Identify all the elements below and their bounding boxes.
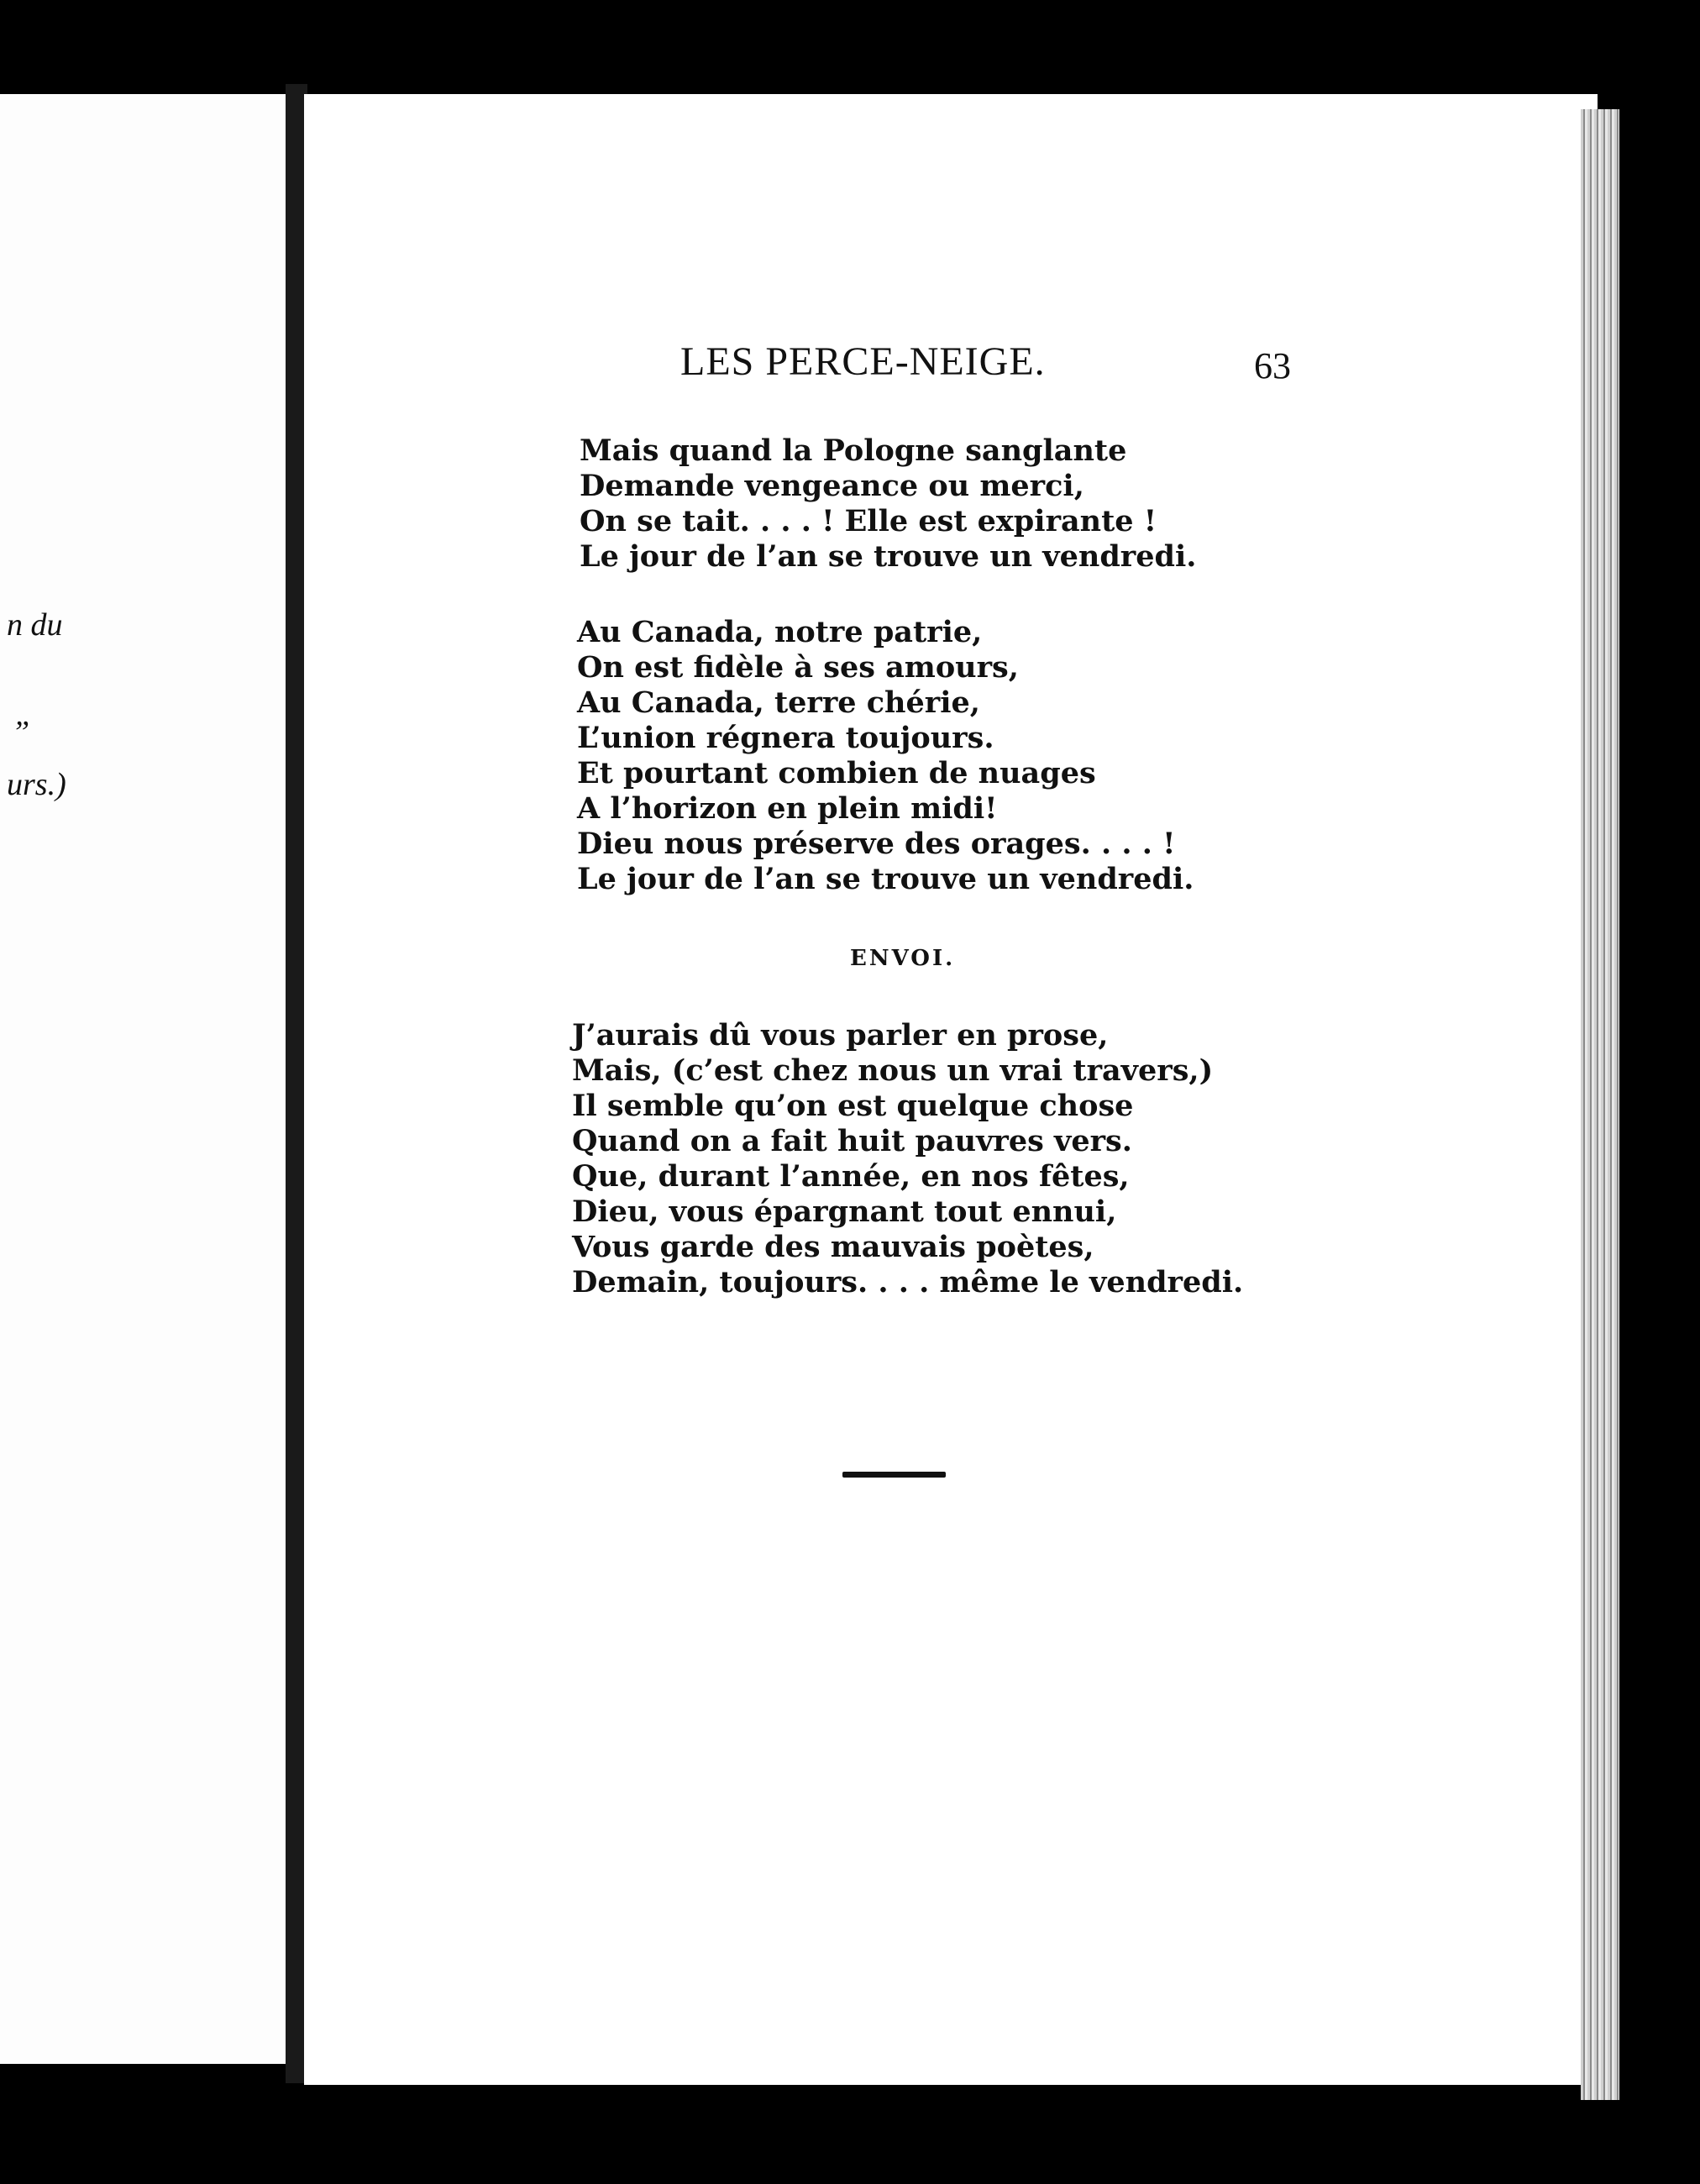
closing-rule xyxy=(842,1472,946,1478)
verse-line: Mais, (c’est chez nous un vrai travers,) xyxy=(572,1053,1214,1088)
verse-line: Dieu, vous épargnant tout ennui, xyxy=(572,1194,1117,1229)
page-edge-stack xyxy=(1581,109,1619,2100)
left-page-fragment: n du xyxy=(7,607,63,643)
envoi-heading: ENVOI. xyxy=(850,946,956,971)
verse-line: Le jour de l’an se trouve un vendredi. xyxy=(580,539,1197,574)
verse-line: On se tait. . . . ! Elle est expirante ! xyxy=(580,504,1157,538)
verse-line: Mais quand la Pologne sanglante xyxy=(580,433,1127,468)
stanza-1 xyxy=(580,433,1196,575)
verse-line: Et pourtant combien de nuages xyxy=(577,756,1096,790)
left-page-fragment: urs.) xyxy=(7,767,66,802)
verse-line: Au Canada, terre chérie, xyxy=(577,685,980,720)
left-page-fragment: ” xyxy=(12,715,30,750)
verse-line: Que, durant l’année, en nos fêtes, xyxy=(572,1159,1130,1194)
verse-line: Demain, toujours. . . . même le vendredi. xyxy=(572,1265,1244,1299)
verse-line: Quand on a fait huit pauvres vers. xyxy=(572,1124,1132,1158)
verse-line: Au Canada, notre patrie, xyxy=(577,615,983,649)
verse-line: Il semble qu’on est quelque chose xyxy=(572,1089,1134,1123)
verse-line: Vous garde des mauvais poètes, xyxy=(572,1230,1094,1264)
page-number: 63 xyxy=(1254,345,1291,386)
left-page xyxy=(0,94,286,2064)
verse-line: On est fidèle à ses amours, xyxy=(577,650,1019,685)
verse-line: Le jour de l’an se trouve un vendredi. xyxy=(577,862,1194,896)
verse-line: Demande vengeance ou merci, xyxy=(580,469,1084,503)
verse-line: L’union régnera toujours. xyxy=(577,721,994,755)
verse-line: J’aurais dû vous parler en prose, xyxy=(572,1018,1109,1053)
stanza-envoi xyxy=(572,1018,1243,1300)
verse-line: A l’horizon en plein midi! xyxy=(577,791,998,826)
running-head: LES PERCE-NEIGE. xyxy=(680,339,1046,384)
stanza-2 xyxy=(577,615,1194,897)
verse-line: Dieu nous préserve des orages. . . . ! xyxy=(577,827,1176,861)
